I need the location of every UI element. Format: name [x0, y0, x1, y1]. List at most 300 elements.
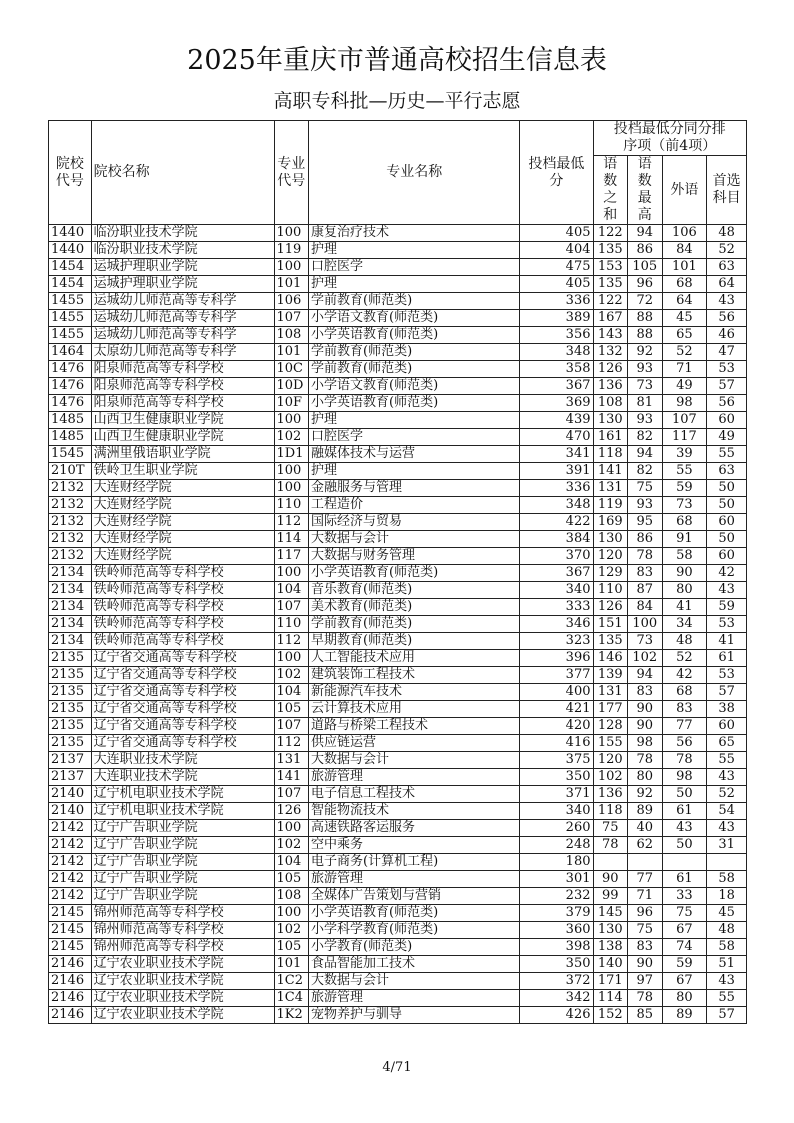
cell-major-code: 102	[274, 429, 309, 446]
cell-major-name: 护理	[309, 276, 520, 293]
cell-min-score: 341	[520, 446, 593, 463]
cell-yushu-max: 90	[628, 956, 663, 973]
cell-school-code: 210T	[49, 463, 92, 480]
cell-yushu: 126	[593, 361, 628, 378]
cell-first-subject: 43	[707, 582, 747, 599]
table-row	[49, 463, 747, 480]
cell-major-name: 工程造价	[309, 497, 520, 514]
header-school-code: 院校代号	[49, 121, 92, 225]
cell-foreign: 68	[662, 684, 707, 701]
cell-major-code: 100	[274, 259, 309, 276]
table-row	[49, 990, 747, 1007]
cell-yushu-max: 72	[628, 293, 663, 310]
cell-major-name: 护理	[309, 463, 520, 480]
cell-min-score: 342	[520, 990, 593, 1007]
cell-foreign: 49	[662, 378, 707, 395]
cell-foreign: 107	[662, 412, 707, 429]
cell-school-code: 2142	[49, 854, 92, 871]
cell-yushu: 114	[593, 990, 628, 1007]
cell-yushu-max: 73	[628, 633, 663, 650]
cell-foreign: 59	[662, 956, 707, 973]
cell-major-code: 1C2	[274, 973, 309, 990]
cell-school-name: 大连职业技术学院	[91, 752, 274, 769]
cell-min-score: 248	[520, 837, 593, 854]
cell-yushu: 120	[593, 548, 628, 565]
cell-major-code: 110	[274, 497, 309, 514]
cell-school-code: 1455	[49, 293, 92, 310]
cell-min-score: 405	[520, 276, 593, 293]
cell-school-code: 2135	[49, 650, 92, 667]
cell-school-name: 大连职业技术学院	[91, 769, 274, 786]
cell-school-code: 2145	[49, 922, 92, 939]
cell-school-name: 锦州师范高等专科学校	[91, 922, 274, 939]
cell-yushu: 78	[593, 837, 628, 854]
cell-major-code: 1K2	[274, 1007, 309, 1024]
cell-school-code: 1485	[49, 429, 92, 446]
table-row	[49, 395, 747, 412]
cell-foreign: 75	[662, 905, 707, 922]
cell-yushu: 99	[593, 888, 628, 905]
cell-major-name: 道路与桥梁工程技术	[309, 718, 520, 735]
cell-major-name: 旅游管理	[309, 871, 520, 888]
table-row	[49, 310, 747, 327]
cell-school-name: 运城护理职业学院	[91, 259, 274, 276]
table-row	[49, 854, 747, 871]
cell-major-code: 126	[274, 803, 309, 820]
cell-first-subject: 60	[707, 412, 747, 429]
cell-min-score: 336	[520, 293, 593, 310]
cell-school-name: 辽宁农业职业技术学院	[91, 956, 274, 973]
cell-school-name: 辽宁广告职业学院	[91, 820, 274, 837]
cell-min-score: 348	[520, 497, 593, 514]
cell-first-subject: 64	[707, 276, 747, 293]
cell-school-code: 1485	[49, 412, 92, 429]
cell-school-name: 辽宁省交通高等专科学校	[91, 667, 274, 684]
cell-min-score: 426	[520, 1007, 593, 1024]
cell-first-subject	[707, 854, 747, 871]
cell-first-subject: 57	[707, 684, 747, 701]
cell-foreign: 117	[662, 429, 707, 446]
cell-school-name: 运城幼儿师范高等专科学	[91, 293, 274, 310]
cell-yushu: 138	[593, 939, 628, 956]
cell-school-name: 铁岭师范高等专科学校	[91, 599, 274, 616]
cell-major-name: 建筑装饰工程技术	[309, 667, 520, 684]
cell-first-subject: 55	[707, 752, 747, 769]
cell-school-name: 铁岭师范高等专科学校	[91, 633, 274, 650]
cell-first-subject: 51	[707, 956, 747, 973]
cell-major-code: 100	[274, 480, 309, 497]
cell-yushu-max: 86	[628, 242, 663, 259]
cell-foreign: 101	[662, 259, 707, 276]
cell-foreign: 43	[662, 820, 707, 837]
cell-min-score: 369	[520, 395, 593, 412]
cell-foreign: 39	[662, 446, 707, 463]
cell-foreign: 98	[662, 769, 707, 786]
cell-school-name: 铁岭师范高等专科学校	[91, 616, 274, 633]
table-header	[49, 121, 747, 225]
cell-school-code: 1454	[49, 276, 92, 293]
cell-first-subject: 48	[707, 225, 747, 242]
cell-yushu: 135	[593, 242, 628, 259]
cell-school-name: 阳泉师范高等专科学校	[91, 361, 274, 378]
cell-major-name: 口腔医学	[309, 429, 520, 446]
table-row	[49, 616, 747, 633]
header-major-code: 专业代号	[274, 121, 309, 225]
cell-yushu-max: 97	[628, 973, 663, 990]
cell-first-subject: 18	[707, 888, 747, 905]
cell-school-name: 临汾职业技术学院	[91, 242, 274, 259]
cell-first-subject: 50	[707, 480, 747, 497]
cell-foreign: 67	[662, 922, 707, 939]
cell-foreign: 52	[662, 650, 707, 667]
cell-yushu: 171	[593, 973, 628, 990]
cell-school-code: 2137	[49, 752, 92, 769]
table-row	[49, 684, 747, 701]
cell-school-code: 2134	[49, 633, 92, 650]
cell-yushu: 153	[593, 259, 628, 276]
table-row	[49, 531, 747, 548]
cell-major-code: 104	[274, 582, 309, 599]
cell-first-subject: 38	[707, 701, 747, 718]
cell-major-name: 人工智能技术应用	[309, 650, 520, 667]
cell-yushu-max: 98	[628, 735, 663, 752]
cell-yushu-max: 90	[628, 701, 663, 718]
cell-yushu: 122	[593, 293, 628, 310]
table-row	[49, 276, 747, 293]
cell-min-score: 421	[520, 701, 593, 718]
cell-first-subject: 47	[707, 344, 747, 361]
cell-school-code: 2142	[49, 888, 92, 905]
cell-major-name: 音乐教育(师范类)	[309, 582, 520, 599]
cell-min-score: 350	[520, 769, 593, 786]
cell-yushu-max: 80	[628, 769, 663, 786]
page-title: 2025年重庆市普通高校招生信息表	[187, 45, 607, 76]
cell-yushu-max: 93	[628, 361, 663, 378]
cell-major-code: 101	[274, 956, 309, 973]
cell-major-name: 小学英语教育(师范类)	[309, 565, 520, 582]
cell-foreign: 90	[662, 565, 707, 582]
cell-yushu-max: 90	[628, 718, 663, 735]
cell-major-code: 1C4	[274, 990, 309, 1007]
cell-major-code: 112	[274, 735, 309, 752]
cell-yushu-max: 93	[628, 497, 663, 514]
table-row	[49, 514, 747, 531]
cell-first-subject: 63	[707, 463, 747, 480]
cell-yushu-max: 86	[628, 531, 663, 548]
cell-major-code: 100	[274, 905, 309, 922]
cell-school-code: 2134	[49, 616, 92, 633]
cell-yushu-max: 82	[628, 463, 663, 480]
cell-major-name: 大数据与财务管理	[309, 548, 520, 565]
cell-major-name: 全媒体广告策划与营销	[309, 888, 520, 905]
table-body	[49, 225, 747, 1024]
cell-min-score: 396	[520, 650, 593, 667]
cell-yushu: 136	[593, 786, 628, 803]
cell-min-score: 333	[520, 599, 593, 616]
cell-yushu-max: 102	[628, 650, 663, 667]
cell-yushu-max: 82	[628, 429, 663, 446]
cell-school-code: 2132	[49, 548, 92, 565]
cell-major-name: 大数据与会计	[309, 973, 520, 990]
cell-foreign: 58	[662, 548, 707, 565]
cell-major-name: 大数据与会计	[309, 752, 520, 769]
cell-school-code: 1476	[49, 395, 92, 412]
cell-first-subject: 58	[707, 871, 747, 888]
cell-yushu-max: 75	[628, 480, 663, 497]
cell-school-code: 2132	[49, 497, 92, 514]
cell-school-name: 锦州师范高等专科学校	[91, 939, 274, 956]
table-row	[49, 786, 747, 803]
cell-major-name: 供应链运营	[309, 735, 520, 752]
cell-major-code: 100	[274, 412, 309, 429]
cell-foreign: 98	[662, 395, 707, 412]
cell-first-subject: 58	[707, 939, 747, 956]
cell-major-name: 学前教育(师范类)	[309, 616, 520, 633]
cell-school-code: 2145	[49, 939, 92, 956]
cell-yushu: 128	[593, 718, 628, 735]
cell-school-code: 2145	[49, 905, 92, 922]
cell-min-score: 371	[520, 786, 593, 803]
cell-foreign: 50	[662, 786, 707, 803]
cell-foreign: 48	[662, 633, 707, 650]
cell-major-code: 108	[274, 888, 309, 905]
cell-school-name: 满洲里俄语职业学院	[91, 446, 274, 463]
cell-yushu: 110	[593, 582, 628, 599]
cell-major-name: 旅游管理	[309, 990, 520, 1007]
table-row	[49, 344, 747, 361]
cell-foreign	[662, 854, 707, 871]
cell-major-name: 学前教育(师范类)	[309, 344, 520, 361]
cell-school-code: 2142	[49, 820, 92, 837]
cell-yushu-max: 96	[628, 276, 663, 293]
cell-major-name: 护理	[309, 412, 520, 429]
cell-school-name: 辽宁广告职业学院	[91, 854, 274, 871]
cell-school-code: 2146	[49, 956, 92, 973]
cell-yushu: 141	[593, 463, 628, 480]
cell-min-score: 367	[520, 565, 593, 582]
cell-yushu-max: 100	[628, 616, 663, 633]
cell-foreign: 61	[662, 871, 707, 888]
cell-min-score: 358	[520, 361, 593, 378]
cell-first-subject: 45	[707, 905, 747, 922]
cell-school-code: 2134	[49, 599, 92, 616]
cell-yushu-max: 88	[628, 327, 663, 344]
cell-yushu-max: 89	[628, 803, 663, 820]
cell-yushu-max: 96	[628, 905, 663, 922]
cell-min-score: 360	[520, 922, 593, 939]
cell-school-code: 2135	[49, 718, 92, 735]
cell-yushu-max: 71	[628, 888, 663, 905]
table-row	[49, 446, 747, 463]
cell-major-name: 云计算技术应用	[309, 701, 520, 718]
cell-school-code: 2137	[49, 769, 92, 786]
cell-yushu-max: 92	[628, 786, 663, 803]
table-row	[49, 973, 747, 990]
cell-foreign: 52	[662, 344, 707, 361]
cell-school-name: 铁岭师范高等专科学校	[91, 565, 274, 582]
cell-yushu-max: 83	[628, 684, 663, 701]
cell-yushu: 151	[593, 616, 628, 633]
cell-school-code: 1464	[49, 344, 92, 361]
cell-major-code: 107	[274, 310, 309, 327]
cell-min-score: 346	[520, 616, 593, 633]
table-row	[49, 633, 747, 650]
table-row	[49, 361, 747, 378]
cell-major-code: 110	[274, 616, 309, 633]
cell-foreign: 45	[662, 310, 707, 327]
cell-min-score: 372	[520, 973, 593, 990]
cell-first-subject: 56	[707, 310, 747, 327]
cell-major-code: 105	[274, 939, 309, 956]
cell-school-name: 辽宁广告职业学院	[91, 888, 274, 905]
table-row	[49, 871, 747, 888]
table-row	[49, 429, 747, 446]
cell-yushu: 167	[593, 310, 628, 327]
cell-school-code: 1454	[49, 259, 92, 276]
cell-yushu: 90	[593, 871, 628, 888]
cell-yushu: 129	[593, 565, 628, 582]
cell-yushu: 118	[593, 803, 628, 820]
cell-min-score: 389	[520, 310, 593, 327]
table-row	[49, 905, 747, 922]
cell-min-score: 323	[520, 633, 593, 650]
cell-yushu-max: 94	[628, 667, 663, 684]
cell-major-code: 141	[274, 769, 309, 786]
cell-foreign: 80	[662, 582, 707, 599]
cell-major-name: 国际经济与贸易	[309, 514, 520, 531]
cell-first-subject: 56	[707, 395, 747, 412]
cell-foreign: 83	[662, 701, 707, 718]
cell-yushu: 152	[593, 1007, 628, 1024]
cell-yushu-max: 75	[628, 922, 663, 939]
cell-yushu: 130	[593, 412, 628, 429]
cell-foreign: 56	[662, 735, 707, 752]
cell-school-code: 2132	[49, 531, 92, 548]
table-row	[49, 752, 747, 769]
cell-school-name: 铁岭师范高等专科学校	[91, 582, 274, 599]
cell-first-subject: 48	[707, 922, 747, 939]
table-row	[49, 480, 747, 497]
cell-min-score: 356	[520, 327, 593, 344]
cell-major-code: 10F	[274, 395, 309, 412]
cell-min-score: 398	[520, 939, 593, 956]
cell-min-score: 404	[520, 242, 593, 259]
cell-foreign: 55	[662, 463, 707, 480]
cell-major-code: 10C	[274, 361, 309, 378]
cell-major-name: 小学语文教育(师范类)	[309, 378, 520, 395]
cell-school-name: 大连财经学院	[91, 548, 274, 565]
cell-min-score: 301	[520, 871, 593, 888]
cell-yushu: 120	[593, 752, 628, 769]
cell-yushu: 155	[593, 735, 628, 752]
cell-school-name: 辽宁机电职业技术学院	[91, 803, 274, 820]
cell-school-name: 辽宁广告职业学院	[91, 871, 274, 888]
cell-major-name: 新能源汽车技术	[309, 684, 520, 701]
cell-major-name: 康复治疗技术	[309, 225, 520, 242]
cell-yushu: 132	[593, 344, 628, 361]
cell-yushu: 143	[593, 327, 628, 344]
cell-foreign: 33	[662, 888, 707, 905]
table-row	[49, 225, 747, 242]
cell-school-name: 山西卫生健康职业学院	[91, 429, 274, 446]
cell-yushu: 122	[593, 225, 628, 242]
cell-major-code: 1D1	[274, 446, 309, 463]
cell-yushu: 131	[593, 480, 628, 497]
cell-major-name: 大数据与会计	[309, 531, 520, 548]
cell-major-name: 小学语文教育(师范类)	[309, 310, 520, 327]
cell-school-name: 辽宁广告职业学院	[91, 837, 274, 854]
cell-yushu-max: 77	[628, 871, 663, 888]
cell-major-name: 空中乘务	[309, 837, 520, 854]
cell-major-code: 112	[274, 633, 309, 650]
cell-foreign: 74	[662, 939, 707, 956]
cell-school-code: 2142	[49, 837, 92, 854]
cell-school-name: 运城幼儿师范高等专科学	[91, 327, 274, 344]
cell-school-code: 2135	[49, 735, 92, 752]
cell-yushu: 75	[593, 820, 628, 837]
cell-foreign: 77	[662, 718, 707, 735]
cell-foreign: 50	[662, 837, 707, 854]
cell-major-name: 电子信息工程技术	[309, 786, 520, 803]
header-school-name: 院校名称	[91, 121, 274, 225]
cell-first-subject: 63	[707, 259, 747, 276]
cell-foreign: 42	[662, 667, 707, 684]
cell-yushu-max: 40	[628, 820, 663, 837]
cell-yushu: 130	[593, 531, 628, 548]
cell-yushu: 108	[593, 395, 628, 412]
cell-major-name: 学前教育(师范类)	[309, 361, 520, 378]
cell-school-code: 2142	[49, 871, 92, 888]
cell-min-score: 416	[520, 735, 593, 752]
cell-first-subject: 53	[707, 616, 747, 633]
cell-yushu-max: 73	[628, 378, 663, 395]
cell-first-subject: 52	[707, 242, 747, 259]
cell-school-code: 2135	[49, 701, 92, 718]
cell-foreign: 61	[662, 803, 707, 820]
cell-foreign: 67	[662, 973, 707, 990]
cell-first-subject: 55	[707, 446, 747, 463]
cell-yushu: 102	[593, 769, 628, 786]
cell-school-name: 辽宁省交通高等专科学校	[91, 718, 274, 735]
cell-yushu: 140	[593, 956, 628, 973]
cell-yushu: 135	[593, 276, 628, 293]
cell-major-code: 104	[274, 684, 309, 701]
cell-yushu-max: 93	[628, 412, 663, 429]
table-row	[49, 769, 747, 786]
table-row	[49, 599, 747, 616]
cell-major-code: 100	[274, 565, 309, 582]
cell-school-code: 2146	[49, 1007, 92, 1024]
cell-major-code: 131	[274, 752, 309, 769]
table-row	[49, 582, 747, 599]
table-row	[49, 888, 747, 905]
table-row	[49, 565, 747, 582]
cell-school-code: 2135	[49, 667, 92, 684]
cell-min-score: 180	[520, 854, 593, 871]
header-foreign: 外语	[662, 156, 707, 225]
cell-school-code: 2146	[49, 973, 92, 990]
cell-major-code: 104	[274, 854, 309, 871]
cell-foreign: 68	[662, 276, 707, 293]
cell-foreign: 84	[662, 242, 707, 259]
cell-foreign: 41	[662, 599, 707, 616]
cell-yushu: 130	[593, 922, 628, 939]
cell-yushu-max: 94	[628, 225, 663, 242]
cell-major-code: 105	[274, 701, 309, 718]
cell-first-subject: 54	[707, 803, 747, 820]
table-row	[49, 735, 747, 752]
cell-first-subject: 43	[707, 769, 747, 786]
